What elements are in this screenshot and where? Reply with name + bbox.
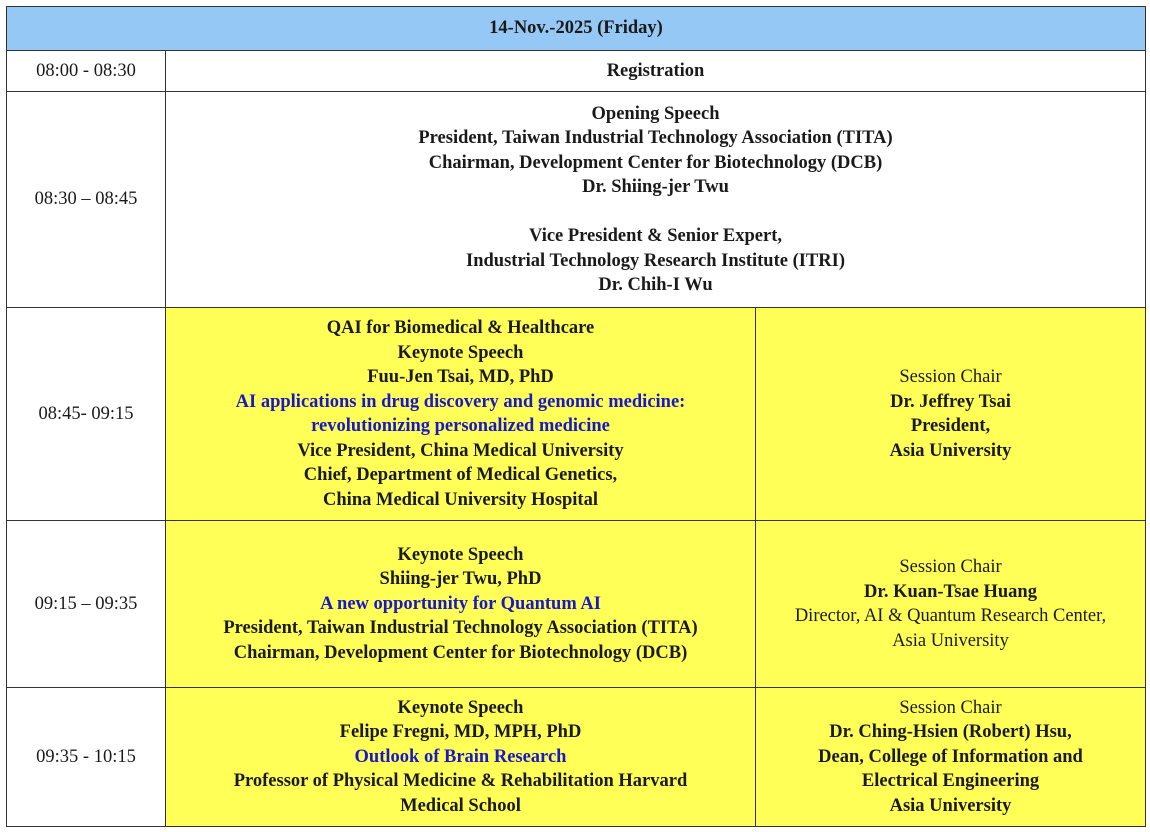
keynote-cell (166, 688, 756, 827)
speaker-role: Industrial Technology Research Institute (ITRI) (466, 250, 845, 271)
chair-affiliation: Director, AI & Quantum Research Center, (794, 606, 1107, 626)
date-header-row (7, 7, 1146, 51)
session-chair-label: Session Chair (899, 367, 1002, 387)
session-chair-label: Session Chair (899, 557, 1002, 577)
speaker-name: Felipe Fregni, MD, MPH, PhD (339, 722, 582, 743)
speaker-role: Chairman, Development Center for Biotechnology (DCB) (428, 152, 883, 173)
table-row (7, 92, 1146, 308)
speaker-role: Vice President & Senior Expert, (529, 226, 782, 246)
session-title: Registration (606, 60, 705, 81)
speaker-name: Fuu-Jen Tsai, MD, PhD (367, 367, 554, 387)
chair-name: Dr. Ching-Hsien (Robert) Hsu, (829, 722, 1072, 743)
chair-name: Dr. Jeffrey Tsai (890, 391, 1011, 412)
session-title: Opening Speech (591, 103, 720, 124)
session-chair-label: Session Chair (899, 697, 1002, 718)
chair-affiliation: Asia University (892, 630, 1009, 651)
keynote-cell (166, 308, 756, 521)
session-chair-cell (756, 308, 1146, 521)
spacer (170, 200, 1141, 225)
speaker-affiliation: China Medical University Hospital (323, 489, 598, 510)
time-slot: 08:00 - 08:30 (7, 51, 166, 92)
talk-title: revolutionizing personalized medicine (311, 416, 610, 436)
keynote-cell (166, 521, 756, 688)
chair-name: Dr. Kuan-Tsae Huang (864, 581, 1037, 602)
speaker-affiliation: Medical School (400, 795, 521, 816)
table-row (7, 521, 1146, 688)
chair-affiliation: Dean, College of Information and (818, 746, 1083, 767)
speaker-name: Shiing-jer Twu, PhD (379, 569, 542, 590)
session-chair-cell (756, 688, 1146, 827)
table-row (7, 688, 1146, 827)
chair-affiliation: Electrical Engineering (861, 771, 1040, 792)
table-row (7, 51, 1146, 92)
chair-affiliation: Asia University (889, 440, 1012, 461)
session-type: Keynote Speech (397, 697, 524, 718)
speaker-name: Dr. Shiing-jer Twu (582, 177, 729, 197)
talk-title: Outlook of Brain Research (354, 746, 567, 767)
speaker-affiliation: Chief, Department of Medical Genetics, (303, 465, 618, 485)
session-cell (166, 92, 1146, 308)
talk-title: AI applications in drug discovery and genomic medicine: (235, 391, 686, 412)
date-header: 14-Nov.-2025 (Friday) (7, 7, 1146, 51)
speaker-role: President, Taiwan Industrial Technology Association (TITA) (418, 128, 893, 148)
table-row (7, 308, 1146, 521)
track-title: QAI for Biomedical & Healthcare (326, 318, 595, 338)
session-type: Keynote Speech (397, 342, 524, 363)
speaker-affiliation: Chairman, Development Center for Biotechnology (DCB) (233, 642, 688, 663)
time-slot: 09:15 – 09:35 (7, 521, 166, 688)
chair-affiliation: President, (910, 416, 991, 436)
session-type: Keynote Speech (397, 544, 524, 565)
talk-title: A new opportunity for Quantum AI (320, 593, 601, 614)
speaker-affiliation: Professor of Physical Medicine & Rehabilitation Harvard (233, 771, 688, 792)
time-slot: 08:45- 09:15 (7, 308, 166, 521)
speaker-affiliation: Vice President, China Medical University (297, 440, 624, 461)
session-chair-cell (756, 521, 1146, 688)
speaker-affiliation: President, Taiwan Industrial Technology Association (TITA) (223, 618, 698, 639)
time-slot: 08:30 – 08:45 (7, 92, 166, 308)
speaker-name: Dr. Chih-I Wu (598, 275, 713, 295)
time-slot: 09:35 - 10:15 (7, 688, 166, 827)
chair-affiliation: Asia University (889, 795, 1012, 816)
session-cell (166, 51, 1146, 92)
agenda-table (6, 6, 1146, 827)
